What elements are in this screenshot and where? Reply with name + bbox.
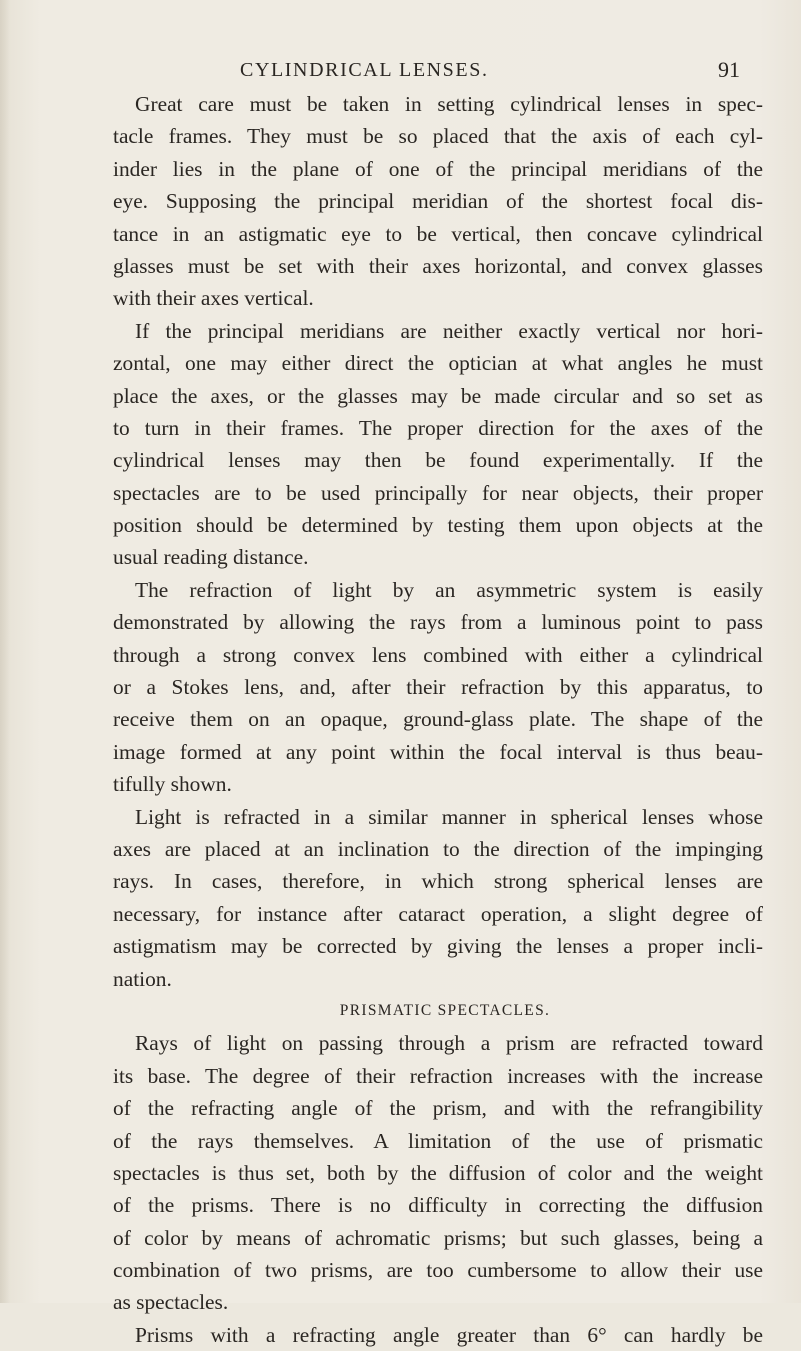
text-line: cylindrical lenses may then be found experimentally. If the [113, 448, 763, 473]
body-text [113, 88, 763, 1351]
text-line: rays. In cases, therefore, in which strong spherical lenses are [113, 869, 763, 894]
running-head-title: CYLINDRICAL LENSES. [240, 59, 489, 81]
text-line: inder lies in the plane of one of the principal meridians of the [113, 156, 763, 181]
text-line: zontal, one may either direct the optician at what angles he must [113, 351, 763, 376]
text-line: place the axes, or the glasses may be made circular and so set as [113, 383, 763, 408]
text-line: image formed at any point within the focal interval is thus beau- [113, 739, 763, 764]
page-gutter-shadow [0, 0, 10, 1303]
text-line: as spectacles. [113, 1290, 229, 1315]
text-line: Rays of light on passing through a prism are refracted toward [135, 1031, 763, 1056]
text-line: of the prisms. There is no difficulty in correcting the diffusion [113, 1193, 763, 1218]
text-line: of the refracting angle of the prism, and with the refrangibility [113, 1096, 763, 1121]
text-line: position should be determined by testing them upon objects at the [113, 513, 763, 538]
text-line: spectacles are to be used principally for near objects, their proper [113, 480, 763, 505]
text-line: spectacles is thus set, both by the diffusion of color and the weight [113, 1160, 763, 1185]
text-line: Light is refracted in a similar manner in spherical lenses whose [135, 804, 763, 829]
text-line: Great care must be taken in setting cylindrical lenses in spec- [135, 92, 763, 116]
text-line: tance in an astigmatic eye to be vertical, then concave cylindrical [113, 221, 763, 246]
text-line: glasses must be set with their axes horizontal, and convex glasses [113, 253, 763, 278]
text-line: or a Stokes lens, and, after their refraction by this apparatus, to [113, 675, 763, 700]
running-head [0, 50, 801, 90]
text-line: through a strong convex lens combined with either a cylindrical [113, 642, 763, 667]
text-line: of color by means of achromatic prisms; but such glasses, being a [113, 1225, 763, 1250]
text-line: to turn in their frames. The proper direction for the axes of the [113, 415, 763, 440]
text-line: with their axes vertical. [113, 286, 314, 311]
page-number: 91 [718, 57, 740, 82]
text-line: tifully shown. [113, 772, 232, 797]
text-line: nation. [113, 966, 172, 991]
text-line: receive them on an opaque, ground-glass plate. The shape of the [113, 707, 763, 732]
section-heading: PRISMATIC SPECTACLES. [339, 1001, 551, 1019]
text-line: The refraction of light by an asymmetric system is easily [135, 577, 763, 602]
text-line: of the rays themselves. A limitation of the use of prismatic [113, 1128, 763, 1153]
text-line: its base. The degree of their refraction increases with the increase [113, 1063, 763, 1088]
text-line: Prisms with a refracting angle greater than 6° can hardly be [135, 1322, 763, 1347]
text-line: axes are placed at an inclination to the direction of the impinging [113, 836, 763, 861]
text-line: demonstrated by allowing the rays from a luminous point to pass [113, 610, 763, 635]
text-line: usual reading distance. [113, 545, 309, 570]
text-line: If the principal meridians are neither exactly vertical nor hori- [135, 318, 763, 343]
text-line: necessary, for instance after cataract operation, a slight degree of [113, 901, 763, 926]
text-line: eye. Supposing the principal meridian of the shortest focal dis- [113, 189, 763, 214]
text-line: combination of two prisms, are too cumbersome to allow their use [113, 1258, 763, 1283]
text-line: tacle frames. They must be so placed that the axis of each cyl- [113, 124, 763, 149]
text-line: astigmatism may be corrected by giving the lenses a proper incli- [113, 934, 763, 959]
